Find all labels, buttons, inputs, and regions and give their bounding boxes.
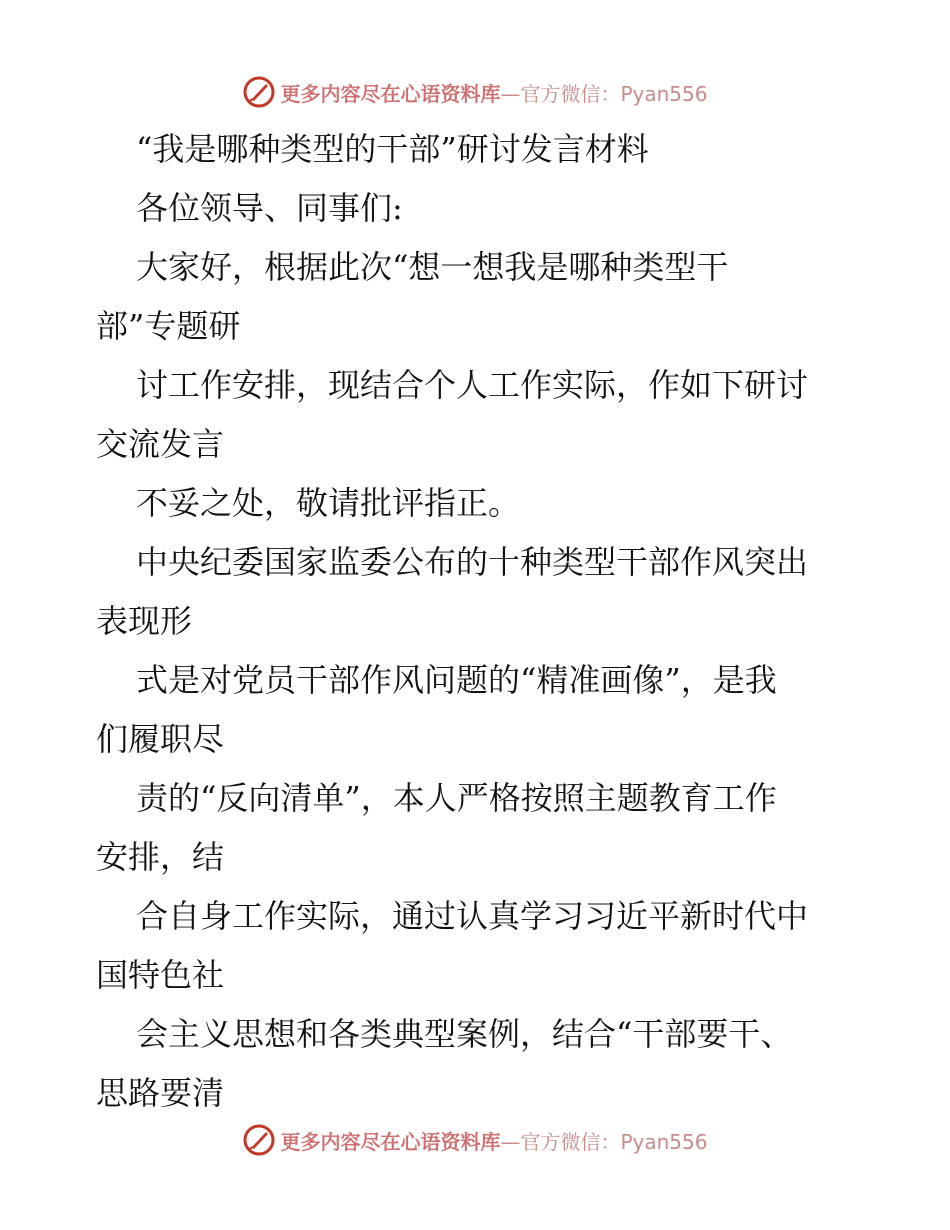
body-line: 会主义思想和各类典型案例，结合“干部要干、 — [136, 1015, 793, 1053]
body-line: 国特色社 — [96, 956, 225, 994]
body-line: 合自身工作实际，通过认真学习习近平新时代中 — [136, 897, 809, 935]
watermark-main-text: 更多内容尽在心语资料库 — [280, 1129, 501, 1154]
watermark-side-text: —官方微信：Pyan556 — [500, 81, 708, 106]
footer-watermark — [0, 1120, 950, 1160]
document-body — [96, 120, 856, 1123]
body-line: 安排，结 — [96, 838, 225, 876]
body-line: 大家好，根据此次“想一想我是哪种类型干 — [136, 248, 729, 286]
quill-logo-icon — [242, 75, 276, 109]
salutation: 各位领导、同事们: — [136, 189, 403, 227]
watermark-main-text: 更多内容尽在心语资料库 — [280, 81, 501, 106]
watermark-side-text: —官方微信：Pyan556 — [500, 1129, 708, 1154]
body-line: 思路要清 — [96, 1074, 225, 1112]
body-line: 交流发言 — [96, 425, 225, 463]
quill-logo-icon — [242, 1123, 276, 1157]
body-line: 讨工作安排，现结合个人工作实际，作如下研讨 — [136, 366, 809, 404]
document-title: “我是哪种类型的干部”研讨发言材料 — [136, 130, 649, 168]
body-line: 们履职尽 — [96, 720, 225, 758]
body-line: 责的“反向清单”，本人严格按照主题教育工作 — [136, 779, 777, 817]
header-watermark — [0, 72, 950, 112]
body-line: 表现形 — [96, 602, 193, 640]
body-line: 部”专题研 — [96, 307, 241, 345]
body-line: 不妥之处，敬请批评指正。 — [136, 484, 521, 522]
body-line: 式是对党员干部作风问题的“精准画像”，是我 — [136, 661, 777, 699]
body-line: 中央纪委国家监委公布的十种类型干部作风突出 — [136, 543, 809, 581]
